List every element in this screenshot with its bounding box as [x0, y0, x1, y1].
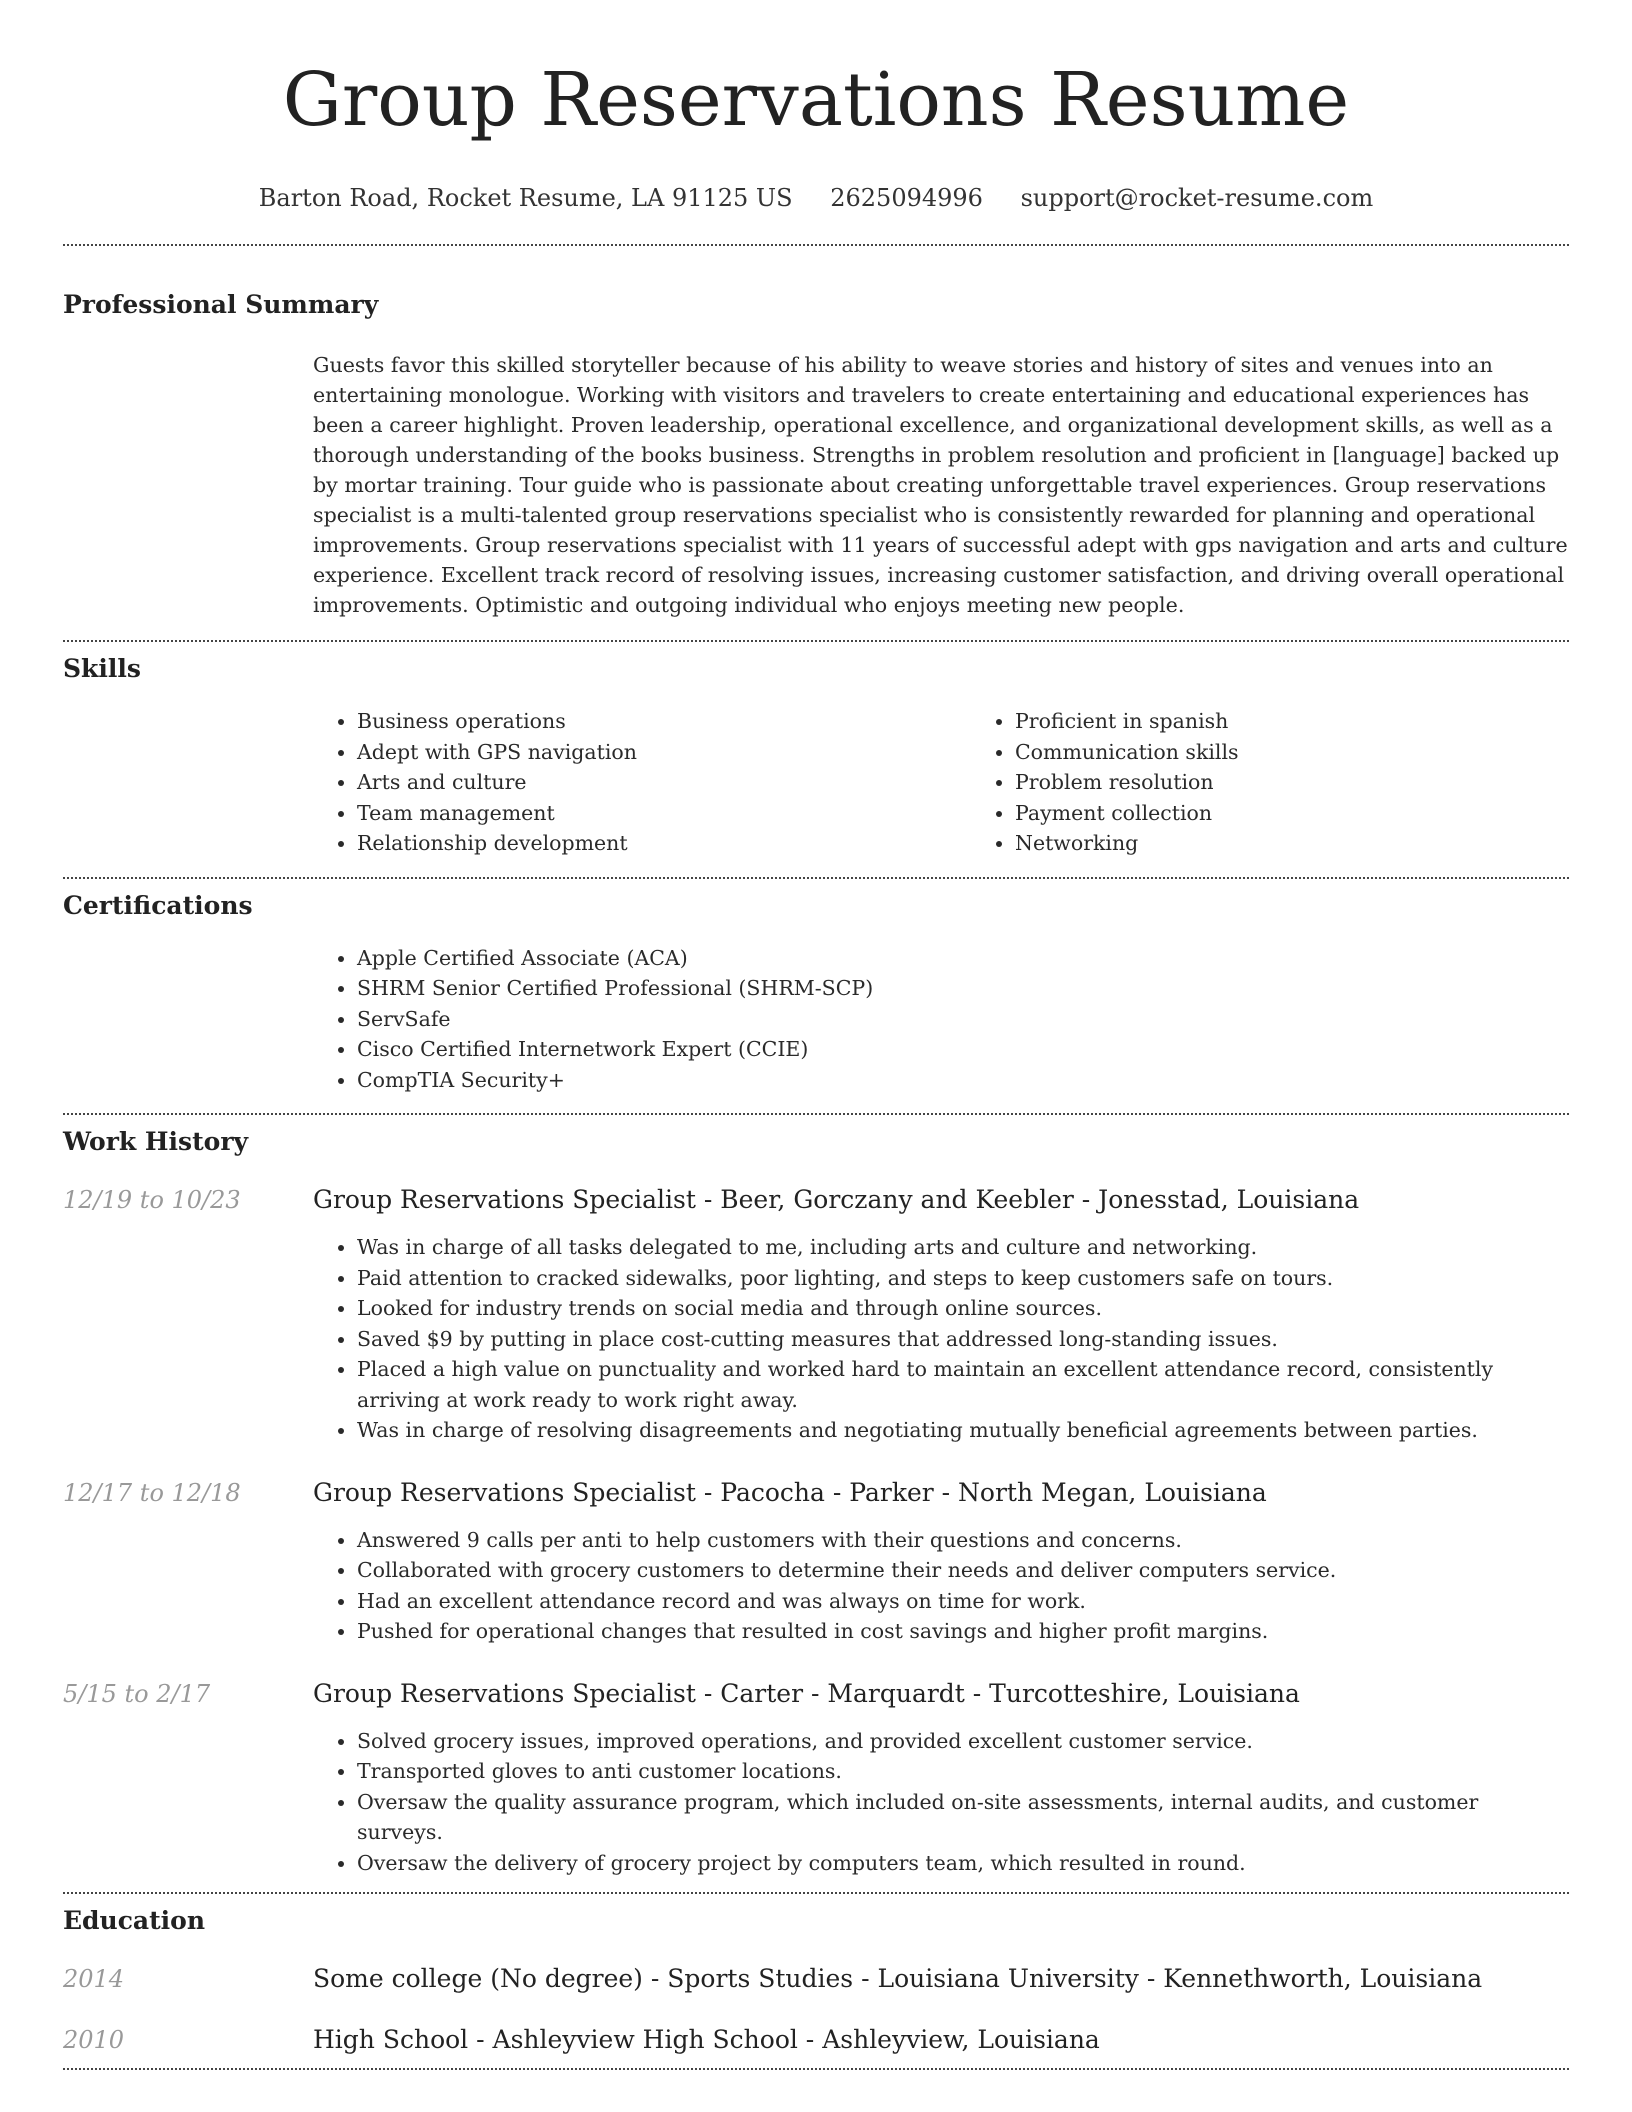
job-bullet-list: [313, 1726, 1569, 1879]
contact-phone: 2625094996: [830, 184, 983, 212]
certifications-heading: Certifications: [63, 890, 253, 920]
education-heading: Education: [63, 1906, 206, 1935]
contact-line: [63, 182, 1569, 214]
job-role: Group Reservations Specialist: [313, 1477, 696, 1507]
work-heading: Work History: [63, 1127, 249, 1156]
job-employer: - Beer, Gorczany and Keebler - Jonesstad, Louisiana: [695, 1185, 1360, 1214]
job-title: [313, 1185, 1359, 1214]
job-header: [63, 1185, 1569, 1214]
job-bullet: • Had an excellent attendance record and was always on time for work.: [357, 1586, 1569, 1617]
skills-heading: Skills: [63, 654, 141, 683]
certification-item: • SHRM Senior Certified Professional (SHRM-SCP): [357, 973, 1569, 1004]
job-dates: 12/17 to 12/18: [63, 1478, 241, 1507]
contact-address: Barton Road, Rocket Resume, LA 91125 US: [258, 184, 793, 212]
certifications-content: [313, 943, 1569, 1096]
job-header: [63, 1478, 1569, 1507]
education-section: [63, 1904, 1569, 2054]
job-bullet: • Collaborated with grocery customers to determine their needs and deliver computers service.: [357, 1555, 1569, 1586]
education-year: 2010: [63, 2026, 125, 2054]
certifications-section: [63, 889, 1569, 1096]
divider: [63, 640, 1569, 642]
job-role: Group Reservations Specialist: [313, 1678, 696, 1708]
job-employer: - Pacocha - Parker - North Megan, Louisiana: [695, 1477, 1267, 1507]
education-degree: Some college (No degree) - Sports Studies: [313, 1964, 854, 1993]
skill-item: • Business operations: [357, 706, 971, 737]
skills-list-right: [971, 706, 1629, 859]
job-bullet: • Solved grocery issues, improved operations, and provided excellent customer service.: [357, 1726, 1569, 1757]
skill-item: • Communication skills: [1015, 737, 1629, 768]
job-title: [313, 1679, 1300, 1708]
certification-item: • Cisco Certified Internetwork Expert (CCIE): [357, 1034, 1569, 1065]
job-bullets: [313, 1525, 1569, 1647]
page-title: Group Reservations Resume: [282, 57, 1350, 143]
job-employer: - Carter - Marquardt - Turcotteshire, Louisiana: [695, 1678, 1300, 1708]
education-entry: [63, 2025, 1569, 2054]
divider: [63, 244, 1569, 246]
certification-item: • Apple Certified Associate (ACA): [357, 943, 1569, 974]
divider: [63, 2068, 1569, 2070]
skill-item: • Networking: [1015, 828, 1629, 859]
divider: [63, 877, 1569, 879]
job-entry: [63, 1185, 1569, 1446]
job-bullet: • Was in charge of resolving disagreements and negotiating mutually beneficial agreements between parties.: [357, 1415, 1569, 1446]
job-title: [313, 1478, 1267, 1507]
skills-section: [63, 652, 1569, 859]
summary-heading: Professional Summary: [63, 290, 379, 319]
education-year: 2014: [63, 1965, 125, 1993]
job-dates: 5/15 to 2/17: [63, 1679, 211, 1708]
job-role: Group Reservations Specialist: [313, 1185, 696, 1214]
job-header: [63, 1679, 1569, 1708]
education-entry: [63, 1964, 1569, 1993]
divider: [63, 1113, 1569, 1115]
job-dates: 12/19 to 10/23: [63, 1186, 241, 1214]
job-entry: [63, 1679, 1569, 1879]
summary-section: [63, 288, 1569, 620]
job-bullet: • Transported gloves to anti customer locations.: [357, 1756, 1569, 1787]
education-school: - Louisiana University - Kennethworth, Louisiana: [853, 1964, 1483, 1993]
certifications-list: [313, 943, 1569, 1096]
certification-item: • ServSafe: [357, 1004, 1569, 1035]
skill-item: • Proficient in spanish: [1015, 706, 1629, 737]
skills-grid: [313, 706, 1569, 859]
education-school: - Ashleyview High School - Ashleyview, Louisiana: [468, 2025, 1100, 2054]
job-bullet: • Was in charge of all tasks delegated to me, including arts and culture and networking.: [357, 1232, 1569, 1263]
education-title: [313, 2025, 1100, 2054]
skill-item: • Payment collection: [1015, 798, 1629, 829]
job-bullet: • Oversaw the quality assurance program, which included on-site assessments, internal audits, and customer surveys.: [357, 1787, 1569, 1848]
education-degree: High School: [313, 2025, 469, 2054]
work-section: [63, 1125, 1569, 1878]
skill-item: • Problem resolution: [1015, 767, 1629, 798]
job-bullet: • Saved $9 by putting in place cost-cutting measures that addressed long-standing issues.: [357, 1324, 1569, 1355]
summary-text: Guests favor this skilled storyteller because of his ability to weave stories and history of sites and venues into an entertaining monologue. Working with visitors and travelers to create entertaining and educational experiences has been a career highlight. Proven leadership, operational excellence, and organizational development skills, as well as a thorough understanding of the books business. Strengths in problem resolution and proficient in [language] backed up by mortar training. Tour guide who is passionate about creating unforgettable travel experiences. Group reservations specialist is a multi-talented group reservations specialist who is consistently rewarded for planning and operational improvements. Group reservations specialist with 11 years of successful adept with gps navigation and arts and culture experience. Excellent track record of resolving issues, increasing customer satisfaction, and driving overall operational improvements. Optimistic and outgoing individual who enjoys meeting new people.: [313, 353, 1568, 617]
job-bullet: • Oversaw the delivery of grocery project by computers team, which resulted in round.: [357, 1848, 1569, 1879]
skills-list-left: [313, 706, 971, 859]
job-bullets: [313, 1726, 1569, 1879]
job-entry: [63, 1478, 1569, 1647]
job-bullet: • Paid attention to cracked sidewalks, poor lighting, and steps to keep customers safe on tours.: [357, 1263, 1569, 1294]
job-bullet: • Looked for industry trends on social media and through online sources.: [357, 1293, 1569, 1324]
job-bullet: • Answered 9 calls per anti to help customers with their questions and concerns.: [357, 1525, 1569, 1556]
skill-item: • Team management: [357, 798, 971, 829]
divider: [63, 1892, 1569, 1894]
skill-item: • Arts and culture: [357, 767, 971, 798]
work-entries: [63, 1185, 1569, 1878]
contact-email: support@rocket-resume.com: [1020, 184, 1374, 212]
job-bullet: • Placed a high value on punctuality and worked hard to maintain an excellent attendance record, consistently arriving at work ready to work right away.: [357, 1354, 1569, 1415]
education-title: [313, 1964, 1482, 1993]
skill-item: • Adept with GPS navigation: [357, 737, 971, 768]
education-entries: [63, 1964, 1569, 2054]
skill-item: • Relationship development: [357, 828, 971, 859]
job-bullet: • Pushed for operational changes that resulted in cost savings and higher profit margins.: [357, 1616, 1569, 1647]
job-bullet-list: [313, 1525, 1569, 1647]
job-bullet-list: [313, 1232, 1569, 1446]
job-bullets: [313, 1232, 1569, 1446]
certification-item: • CompTIA Security+: [357, 1065, 1569, 1096]
